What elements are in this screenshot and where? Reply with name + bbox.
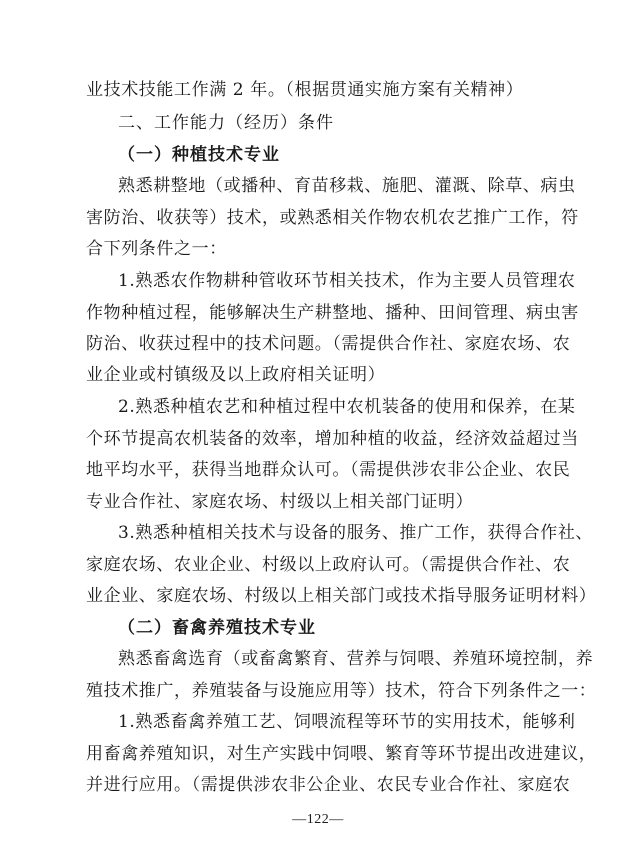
text-line: 合下列条件之一： [86,239,227,259]
text-line: 熟悉畜禽选育（或畜禽繁育、营养与饲喂、养殖环境控制，养 [118,649,594,669]
text-line: 专业合作社、家庭农场、村级以上相关部门证明） [86,492,474,512]
text-line: 防治、收获过程中的技术问题。（需提供合作社、家庭农场、农 [86,334,571,354]
text-line: 害防治、收获等）技术，或熟悉相关作物农机农艺推广工作，符 [86,208,579,228]
text-line: 业技术技能工作满 2 年。（根据贯通实施方案有关精神） [86,80,524,100]
text-line: 业企业、家庭农场、村级以上相关部门或技术指导服务证明材料） [86,586,597,606]
text-line: 1.熟悉农作物耕种管收环节相关技术，作为主要人员管理农 [118,271,576,291]
page-number: —122— [292,812,344,827]
text-line: 1.熟悉畜禽养殖工艺、饲喂流程等环节的实用技术，能够利 [118,712,576,732]
subsection-heading: （二）畜禽养殖技术专业 [118,618,316,638]
subsection-heading: （一）种植技术专业 [118,145,280,165]
text-line: 2.熟悉种植农艺和种植过程中农机装备的使用和保养，在某 [118,397,576,417]
text-line: 熟悉耕整地（或播种、育苗移栽、施肥、灌溉、除草、病虫 [118,176,576,196]
text-line: 殖技术推广，养殖装备与设施应用等）技术，符合下列条件之一： [86,681,597,701]
text-line: 用畜禽养殖知识，对生产实践中饲喂、繁育等环节提出改进建议， [86,744,597,764]
section-heading: 二、工作能力（经历）条件 [118,113,334,133]
text-line: 家庭农场、农业企业、村级以上政府认可。（需提供合作社、农 [86,555,571,575]
text-line: 业企业或村镇级及以上政府相关证明） [86,365,386,385]
text-line: 个环节提高农机装备的效率，增加种植的收益，经济效益超过当 [86,429,579,449]
text-line: 3.熟悉种植相关技术与设备的服务、推广工作，获得合作社、 [118,523,594,543]
text-line: 并进行应用。（需提供涉农非公企业、农民专业合作社、家庭农 [86,775,571,795]
text-line: 作物种植过程，能够解决生产耕整地、播种、田间管理、病虫害 [86,303,579,323]
text-line: 地平均水平，获得当地群众认可。（需提供涉农非公企业、农民 [86,460,571,480]
